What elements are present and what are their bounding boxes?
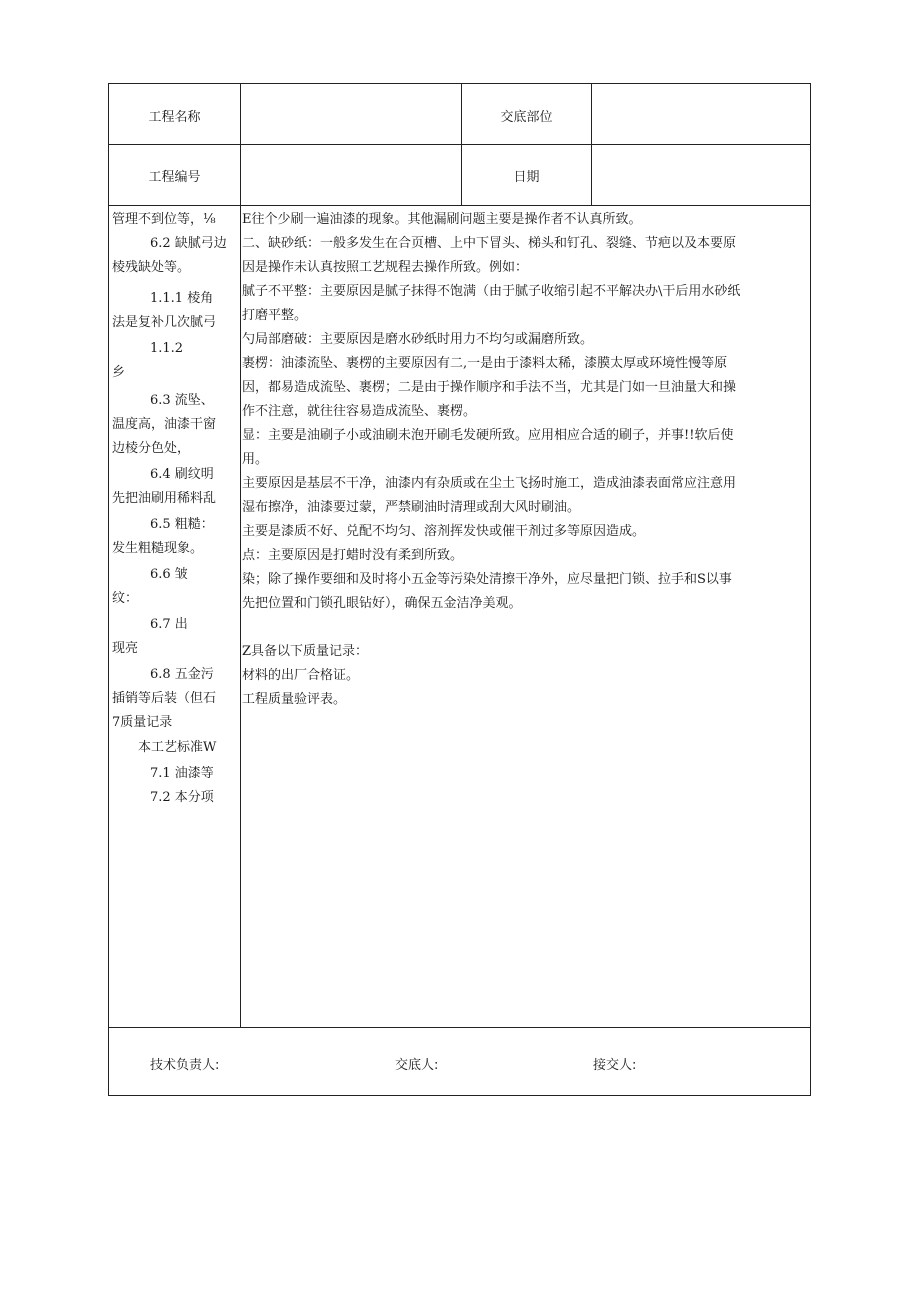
right-line: 显：主要是油刷子小或油刷未泡开刷毛发硬所致。应用相应合适的刷子，并事!!软后使 (242, 428, 734, 443)
right-line: 因，都易造成流坠、裹楞；二是由于操作顺序和手法不当，尤其是门如一旦油量大和操 (242, 380, 737, 395)
left-line: 本工艺标准W (138, 740, 217, 755)
receiver-label: 接交人: (593, 1058, 637, 1073)
right-line: 工程质量验评表。 (242, 692, 347, 707)
left-column (109, 206, 240, 1028)
handover-form (108, 83, 811, 1096)
left-line: 乡 (112, 365, 126, 380)
left-line: 1.1.1 棱角 (150, 291, 214, 306)
right-line: 打磨平整。 (242, 308, 308, 323)
right-line: 主要原因是基层不干净，油漆内有杂质或在尘土飞扬时施工，造成油漆表面常应注意用 (242, 476, 737, 491)
left-line: 6.4 刷纹明 (150, 467, 214, 482)
right-line: 染；除了操作要细和及时将小五金等污染处清擦干净外，应尽量把门锁、拉手和S以事 (242, 572, 732, 587)
discloser-label: 交底人: (395, 1058, 439, 1073)
handover-part-label: 交底部位 (500, 110, 553, 125)
left-line: 温度高，油漆干窗 (112, 417, 217, 432)
left-line: 棱残缺处等。 (112, 260, 191, 275)
left-line: 插销等后装（但石 (112, 691, 217, 706)
right-line: 二、缺砂纸：一般多发生在合页槽、上中下冒头、梯头和钉孔、裂缝、节疤以及本要原 (242, 236, 737, 251)
right-line: E往个少刷一遍油漆的现象。其他漏刷问题主要是操作者不认真所致。 (242, 212, 642, 227)
row-divider (109, 144, 810, 145)
right-column (241, 206, 811, 1028)
left-line: 7.1 油漆等 (150, 766, 214, 781)
right-line: Z具备以下质量记录： (242, 644, 369, 659)
left-line: 6.8 五金污 (150, 667, 214, 682)
col-divider (240, 84, 241, 205)
left-line: 6.2 缺腻弓边 (150, 236, 227, 251)
right-line: 先把位置和门锁孔眼钻好），确保五金洁净美观。 (242, 596, 522, 611)
left-line: 纹： (112, 591, 139, 606)
left-line: 先把油刷用稀料乱 (112, 491, 217, 506)
project-no-label: 工程编号 (148, 170, 201, 185)
right-line: 因是操作未认真按照工艺规程去操作所致。例如： (242, 260, 529, 275)
right-line: 勺局部磨破：主要原因是磨水砂纸时用力不均匀或漏磨所致。 (242, 332, 594, 347)
left-line: 边棱分色处， (112, 441, 191, 456)
left-line: 法是复补几次腻弓 (112, 315, 217, 330)
tech-lead-label: 技术负责人: (150, 1058, 220, 1073)
right-line: 湿布擦净，油漆要过蒙，严禁刷油时清理或刮大风时刷油。 (242, 500, 581, 515)
left-line: 6.6 皱 (150, 567, 188, 582)
right-line: 材料的出厂合格证。 (242, 668, 360, 683)
left-line: 6.7 出 (150, 617, 188, 632)
right-line: 主要是漆质不好、兑配不均匀、溶剂挥发快或催干剂过多等原因造成。 (242, 524, 646, 539)
left-line: 7.2 本分项 (150, 790, 214, 805)
col-divider (591, 84, 592, 205)
right-line: 作不注意，就往往容易造成流坠、裹楞。 (242, 404, 477, 419)
left-line: 发生粗糙现象。 (112, 541, 204, 556)
left-line: 7质量记录 (112, 715, 173, 730)
date-label: 日期 (513, 170, 540, 185)
left-line: 6.3 流坠、 (150, 393, 214, 408)
right-line: 用。 (242, 452, 269, 467)
left-line: 现亮 (112, 641, 139, 656)
project-name-label: 工程名称 (148, 110, 201, 125)
col-divider (461, 84, 462, 205)
right-line: 裹楞：油漆流坠、裹楞的主要原因有二,一是由于漆料太稀，漆膜太厚或环境性慢等原 (242, 356, 728, 371)
left-line: 管理不到位等，⅛ (112, 212, 216, 227)
right-line: 点：主要原因是打蜡时没有柔到所致。 (242, 548, 464, 563)
right-line: 腻子不平整：主要原因是腻子抹得不饱满（由于腻子收缩引起不平解决办\干后用水砂纸 (242, 284, 741, 299)
left-line: 1.1.2 (150, 341, 184, 356)
left-line: 6.5 粗糙： (150, 517, 214, 532)
